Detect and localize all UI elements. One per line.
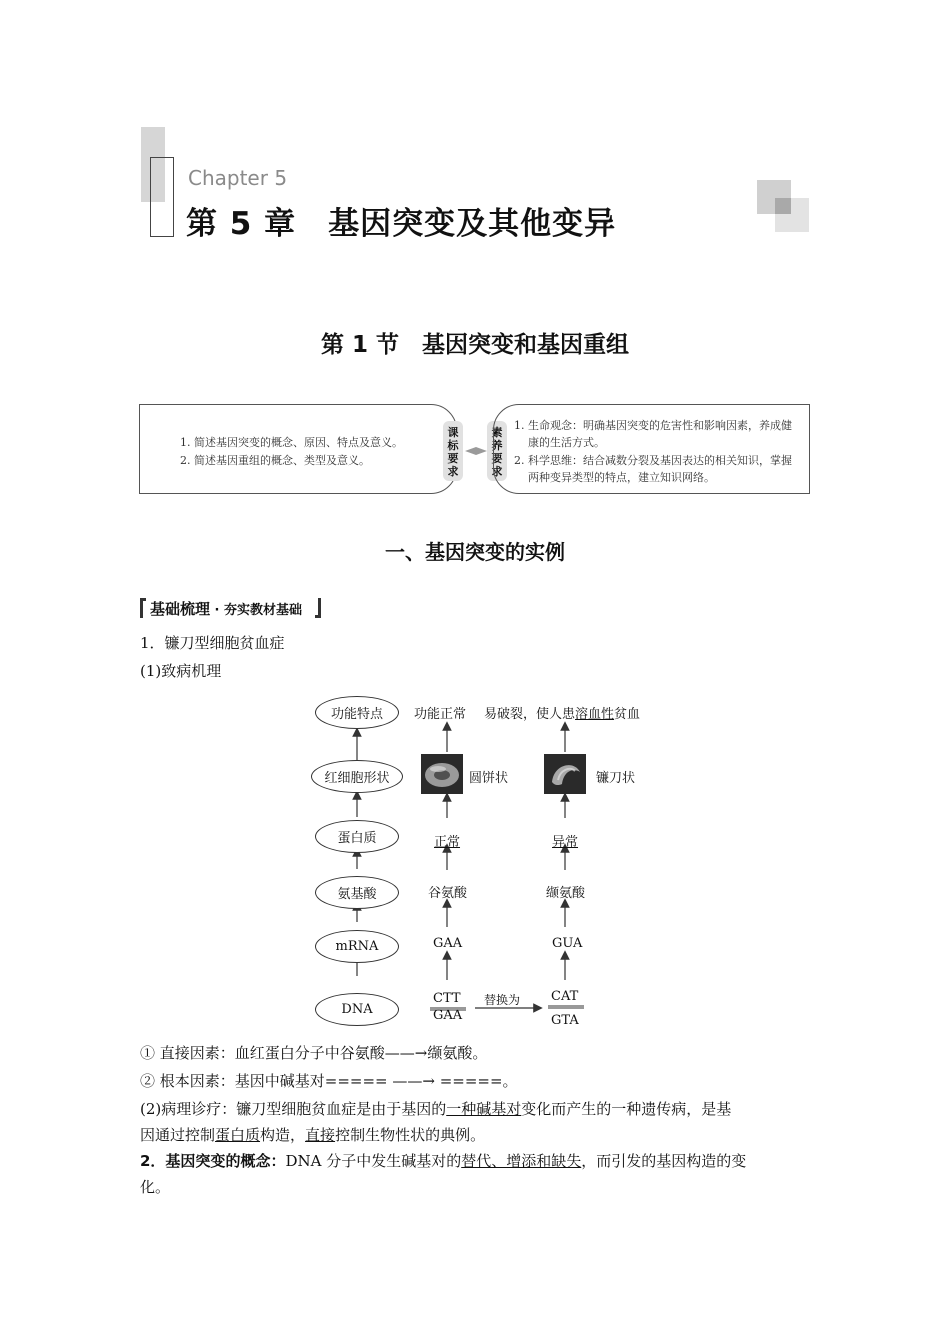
normal-function: 功能正常 xyxy=(414,707,467,722)
curriculum-item-1: 1. 简述基因突变的概念、原因、特点及意义。 xyxy=(180,436,403,449)
tag-char: 要 xyxy=(447,452,459,465)
concept-text: DNA 分子中发生碱基对的 xyxy=(285,1152,462,1170)
mechanism-arrows xyxy=(300,690,660,1035)
competency-item-2-cont: 两种变异类型的特点，建立知识网络。 xyxy=(528,471,715,484)
normal-rbc-icon xyxy=(421,754,463,794)
competency-item-1: 1. 生命观念：明确基因突变的危害性和影响因素，养成健 xyxy=(514,419,792,432)
tag-char: 要 xyxy=(491,452,503,465)
section-title: 第 1 节 基因突变和基因重组 xyxy=(320,332,630,358)
normal-protein: 正常 xyxy=(434,835,461,850)
pathology-underlined: 蛋白质 xyxy=(215,1126,261,1144)
pathology-text: 控制生物性状的典例。 xyxy=(335,1126,486,1144)
level-dna: DNA xyxy=(315,993,399,1026)
sickle-rbc-image xyxy=(544,754,586,794)
concept-underlined: 替代、增添和缺失 xyxy=(461,1152,582,1170)
basic-review-label xyxy=(150,598,302,619)
curriculum-tag xyxy=(443,421,463,481)
basic-label-sub: · 夯实教材基础 xyxy=(210,603,303,618)
concept-line-2: 化。 xyxy=(140,1178,171,1196)
decor-outline-bar xyxy=(150,157,174,237)
abnormal-function-post: 贫血 xyxy=(614,707,641,722)
item-1-subtitle: (1)致病机理 xyxy=(140,662,222,680)
pathology-text: 因通过控制 xyxy=(140,1126,216,1144)
level-protein: 蛋白质 xyxy=(315,820,399,853)
curriculum-item-2: 2. 简述基因重组的概念、类型及意义。 xyxy=(180,454,370,467)
abnormal-function-underlined: 溶血性 xyxy=(575,707,615,722)
pathology-text: 构造， xyxy=(260,1126,306,1144)
section-heading-1: 一、基因突变的实例 xyxy=(385,540,565,564)
pathology-line-2 xyxy=(140,1124,485,1146)
abnormal-mrna: GUA xyxy=(552,936,583,951)
normal-rbc-image xyxy=(421,754,463,794)
item-1-title: 1．镰刀型细胞贫血症 xyxy=(140,634,285,652)
abnormal-dna-bottom: GTA xyxy=(551,1013,579,1028)
root-cause: ② 根本因素：基因中碱基对===== ——→ =====。 xyxy=(140,1072,518,1090)
tag-char: 求 xyxy=(491,465,503,478)
direct-cause: ① 直接因素：血红蛋白分子中谷氨酸——→缬氨酸。 xyxy=(140,1044,488,1062)
bracket-left xyxy=(140,598,146,618)
tag-char: 素 xyxy=(491,426,503,439)
competency-item-2: 2. 科学思维：结合减数分裂及基因表达的相关知识，掌握 xyxy=(514,454,792,467)
concept-text: ，而引发的基因构造的变 xyxy=(581,1152,747,1170)
abnormal-shape-label: 镰刀状 xyxy=(596,771,636,786)
pathology-underlined: 一种碱基对 xyxy=(446,1100,522,1118)
abnormal-dna-top: CAT xyxy=(551,989,579,1004)
normal-dna-bottom: GAA xyxy=(433,1008,463,1023)
bracket-right xyxy=(315,598,321,618)
abnormal-function xyxy=(484,703,640,722)
normal-amino-acid: 谷氨酸 xyxy=(428,886,468,901)
concept-line-1 xyxy=(140,1150,746,1172)
abnormal-amino-acid: 缬氨酸 xyxy=(546,886,586,901)
pathology-text: (2)病理诊疗：镰刀型细胞贫血症是由于基因的 xyxy=(140,1100,447,1118)
competency-item-1-cont: 康的生活方式。 xyxy=(528,436,605,449)
curriculum-requirements-box xyxy=(139,404,457,494)
level-rbc-shape: 红细胞形状 xyxy=(311,760,403,793)
decor-square-3 xyxy=(775,198,791,214)
abnormal-function-pre: 易破裂，使人患 xyxy=(484,707,576,722)
level-function: 功能特点 xyxy=(315,696,399,729)
tag-char: 课 xyxy=(447,426,459,439)
tag-char: 养 xyxy=(491,439,503,452)
pathology-line-1 xyxy=(140,1098,731,1120)
normal-mrna: GAA xyxy=(433,936,463,951)
tag-char: 求 xyxy=(447,465,459,478)
competency-requirements-box xyxy=(493,404,810,494)
normal-shape-label: 圆饼状 xyxy=(469,771,509,786)
abnormal-protein: 异常 xyxy=(552,835,579,850)
chapter-title: 第 5 章 基因突变及其他变异 xyxy=(186,206,617,242)
replace-label: 替换为 xyxy=(484,993,521,1007)
normal-dna-top: CTT xyxy=(433,991,461,1006)
level-amino-acid: 氨基酸 xyxy=(315,876,399,909)
pathology-text: 变化而产生的一种遗传病，是基 xyxy=(521,1100,732,1118)
concept-label: 2．基因突变的概念： xyxy=(140,1152,286,1170)
chapter-english-label: Chapter 5 xyxy=(188,166,288,190)
level-mrna: mRNA xyxy=(315,930,399,963)
basic-label-main: 基础梳理 xyxy=(150,600,211,618)
sickle-rbc-icon xyxy=(544,754,586,794)
tag-char: 标 xyxy=(447,439,459,452)
connector-diamond-icon xyxy=(465,447,487,455)
pathology-underlined: 直接 xyxy=(305,1126,336,1144)
